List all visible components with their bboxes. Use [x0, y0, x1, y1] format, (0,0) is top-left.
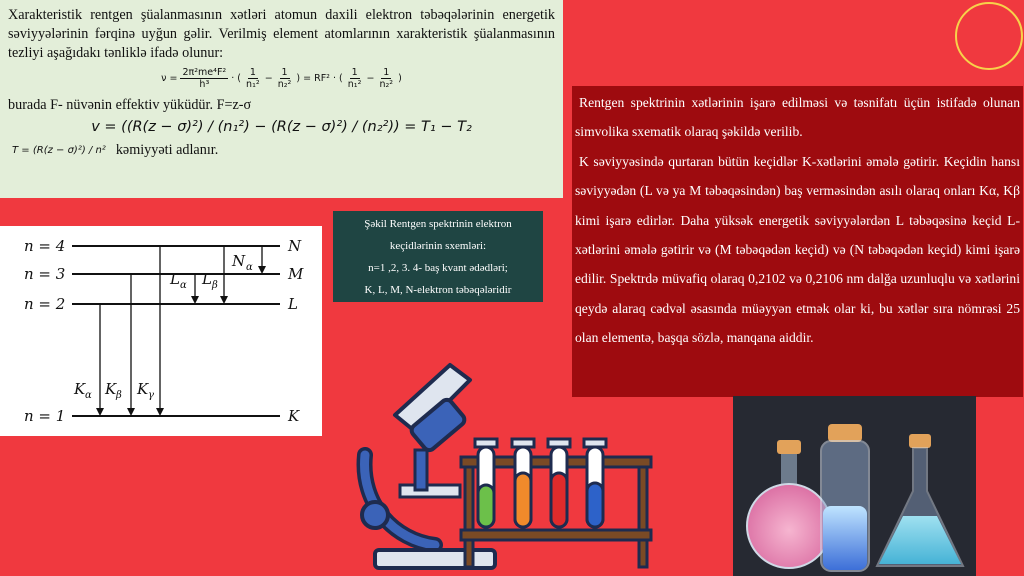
level-label-n4: n = 4	[24, 237, 66, 255]
effective-charge-note: burada F- nüvənin effektiv yüküdür. F=z-σ	[8, 97, 252, 113]
level-label-n2: n = 2	[24, 295, 66, 313]
svg-text:α: α	[85, 390, 92, 401]
svg-text:β: β	[212, 280, 218, 291]
term-definition-line	[8, 141, 555, 160]
explanation-paragraph-2: K səviyyəsində qurtaran bütün keçidlər K-xətlərini əmələ gətirir. Keçidin hansı səviyyədən (L və ya M təbəqəsindən) baş verməsindən asılı olaraq onları Kα, Kβ kimi işarə edirlər. Daha yüksək energetik səviyyələrdən L təbəqəsinə keçid L-xətlərini əmələ gətirir və (M təbəqədən keçid) və (N təbəqədən keçid) kimi işarə edilir. Spektrdə müvafiq olaraq 0,2102 və 0,2106 nm dalğa uzunluqlu və xətlərini qeydə alaraq cədvəl əsasında müəyyən etmək olar ki, bu xətlər sıra nömrəsi 25 olan elementə, başqa sözlə, manqana aiddir.	[575, 153, 1020, 346]
level-label-n3: n = 3	[24, 265, 66, 283]
chemistry-flasks-image	[733, 396, 976, 576]
frequency-formula: ν = $\frac{\text{2π²me⁴F²}}{\text{h³}}$ · ( $\frac{1}{\text{n₁²}}$ − $\frac{1}{\text{n₂²}}$ ) = RF² · ( $\frac{1}{\text{n₁²}}$ − $\frac{1}{\text{n₂²}}$ )	[161, 67, 402, 90]
l-beta-label: L	[202, 270, 212, 288]
svg-text:γ: γ	[148, 390, 154, 401]
term-suffix: kəmiyyəti adlanır.	[115, 142, 219, 158]
k-beta-label: K	[105, 380, 117, 398]
circle-decoration-icon	[955, 2, 1023, 70]
figure-caption: Şəkil Rentgen spektrinin elektron keçidlərinin sxemləri: n=1 ,2, 3. 4- baş kvant ədədləri; K, L, M, N-elektron təbəqələridir	[333, 211, 543, 302]
explanation-panel	[572, 86, 1023, 397]
shell-label-n: N	[288, 237, 302, 255]
energy-level-diagram	[0, 226, 322, 436]
term-difference-formula: v = ((R(z − σ)²) / (n₁²) − (R(z − σ)²) / (n₂²)) = T₁ − T₂	[91, 119, 472, 135]
explanation-paragraph-1: Rentgen spektrinin xətlərinin işarə edilməsi və təsnifatı üçün istifadə olunan simvolika sxematik olaraq şəkildə verilib.	[575, 95, 1020, 140]
energy-level-svg	[0, 226, 322, 436]
term-formula: T = (R(z − σ)²) / n²	[12, 145, 106, 156]
svg-text:β: β	[116, 390, 122, 401]
k-alpha-label: K	[74, 380, 86, 398]
intro-paragraph: Xarakteristik rentgen şüalanmasının xətləri atomun daxili elektron təbəqələrinin energetik səviyyələrinin fərqinə uyğun gəlir. Verilmiş element atomlarının xarakteristik şüalanmasının tezliyi aşağıdakı tənliklə ifadə olunur:	[8, 7, 555, 61]
shell-label-l: L	[288, 295, 298, 313]
intro-text-box	[0, 0, 563, 198]
microscope-illustration	[355, 355, 655, 576]
test-tubes-icon	[461, 439, 651, 567]
l-alpha-label: L	[170, 270, 180, 288]
k-gamma-label: K	[137, 380, 149, 398]
shell-label-k: K	[288, 407, 300, 425]
svg-text:α: α	[180, 280, 187, 291]
n-alpha-label: N	[232, 252, 246, 270]
shell-label-m: M	[288, 265, 304, 283]
level-label-n1: n = 1	[24, 407, 66, 425]
svg-text:α: α	[246, 262, 253, 273]
tall-bottle-icon	[821, 424, 869, 571]
